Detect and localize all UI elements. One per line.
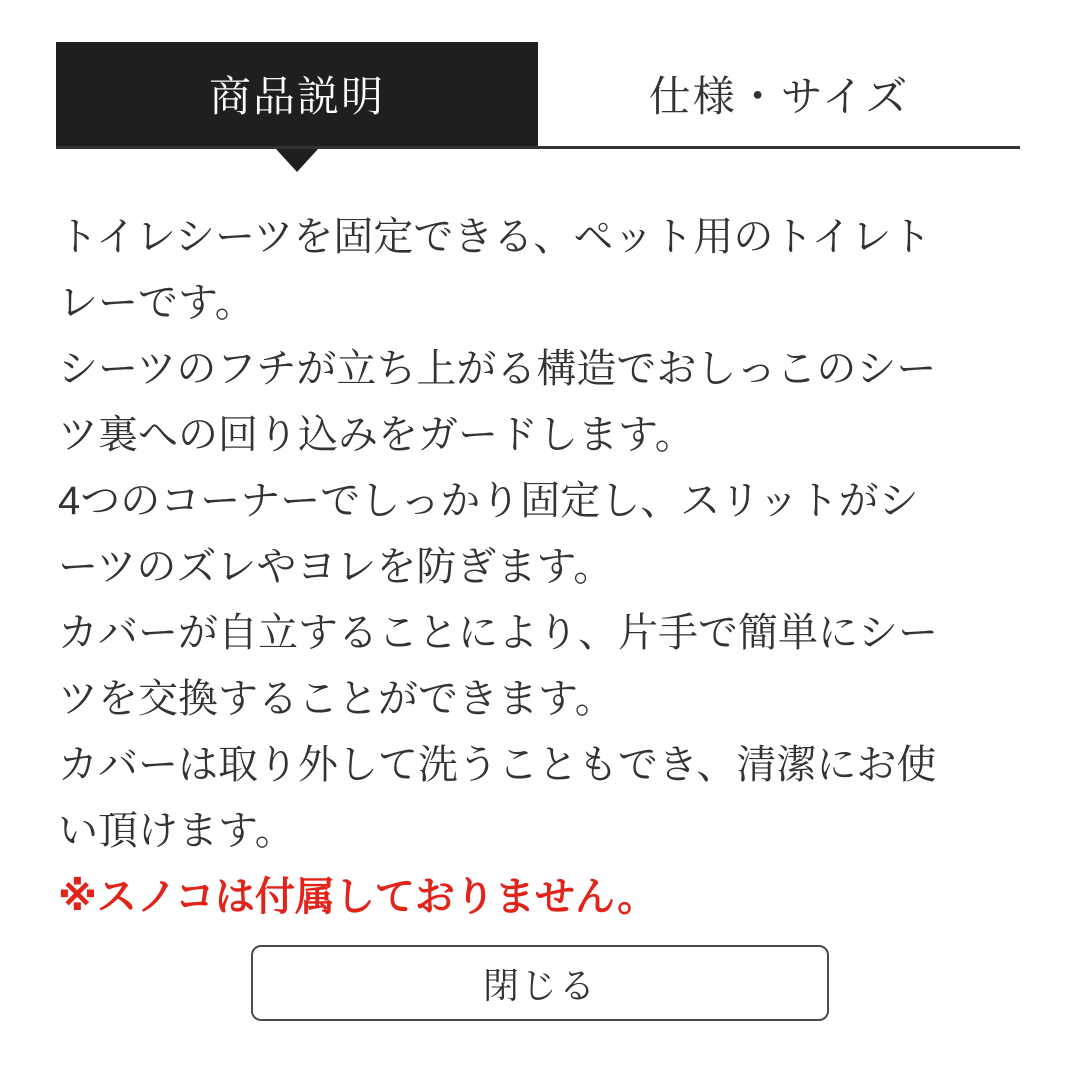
tab-specs-size[interactable]	[538, 42, 1020, 146]
description-line: トイレシーツを固定できる、ペット用のトイレト	[58, 215, 932, 259]
tab-product-description[interactable]	[56, 42, 538, 146]
description-line: ーツのズレやヨレを防ぎます。	[58, 545, 614, 589]
tab-specs-size-label: 仕様・サイズ	[648, 73, 910, 120]
description-line: ツを交換することができます。	[58, 677, 615, 721]
description-line: レーです。	[58, 281, 255, 325]
close-button-label: 閉じる	[482, 964, 597, 1006]
description-line: 4つのコーナーでしっかり固定し、スリットがシ	[58, 479, 919, 523]
description-line: シーツのフチが立ち上がる構造でおしっこのシー	[58, 347, 937, 391]
description-line: ツ裏への回り込みをガードします。	[58, 413, 695, 457]
tab-product-description-label: 商品説明	[208, 73, 385, 120]
description-lines	[58, 204, 1022, 864]
description-line: カバーは取り外して洗うこともでき、清潔にお使	[58, 743, 937, 787]
active-tab-pointer-icon	[276, 149, 318, 172]
product-description-content	[58, 149, 1022, 930]
tab-bar	[56, 42, 1020, 149]
description-line: い頂けます。	[58, 809, 295, 853]
close-button[interactable]	[251, 945, 829, 1021]
description-line: カバーが自立することにより、片手で簡単にシー	[58, 611, 938, 655]
no-sunoko-note: ※スノコは付属しておりません。	[58, 875, 658, 919]
